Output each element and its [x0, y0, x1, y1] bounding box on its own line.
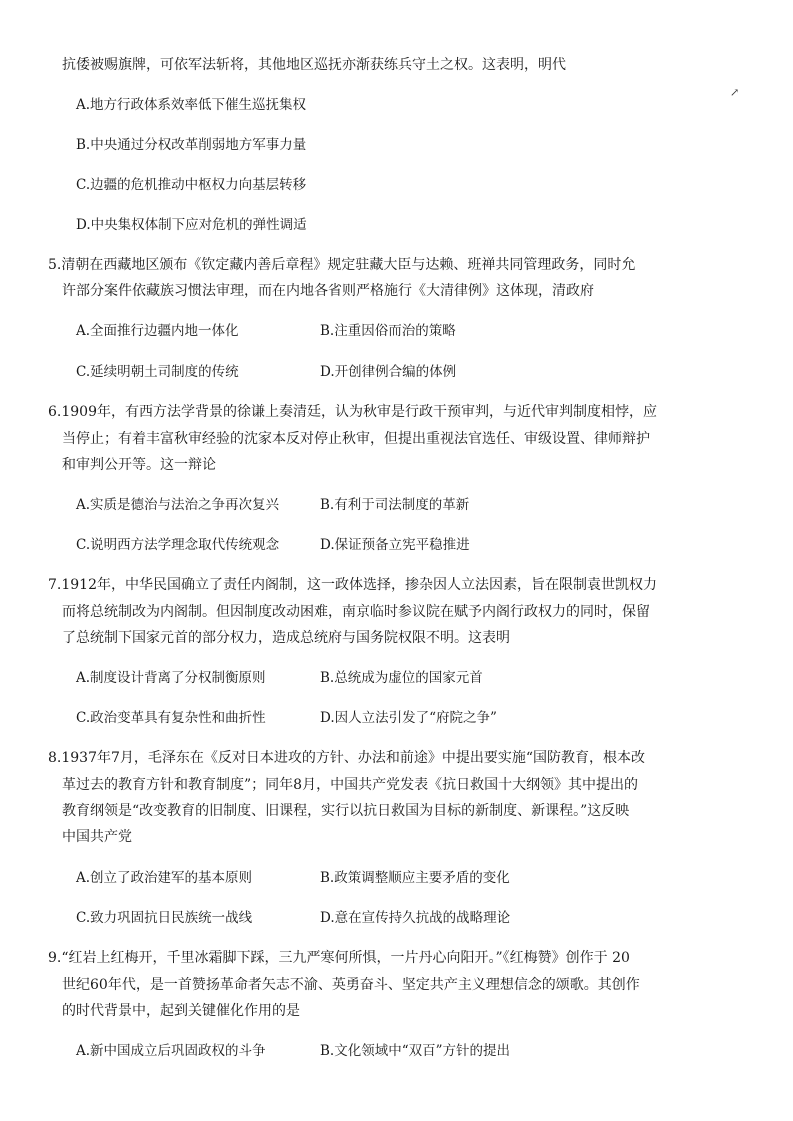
- q5-option-a[interactable]: A.全面推行边疆内地一体化: [76, 323, 239, 339]
- q6-option-d[interactable]: D.保证预备立宪平稳推进: [320, 537, 470, 553]
- q4-option-b[interactable]: B.中央通过分权改革削弱地方军事力量: [76, 137, 307, 153]
- q5-option-d[interactable]: D.开创律例合编的体例: [320, 364, 457, 380]
- q7-stem-line-3: 了总统制下国家元首的部分权力，造成总统府与国务院权限不明。这表明: [62, 630, 510, 646]
- q5-stem-line-2: 许部分案件依藏族习惯法审理，而在内地各省则严格施行《大清律例》这体现，清政府: [62, 283, 594, 299]
- q8-stem-line-2: 革过去的教育方针和教育制度”；同年8月，中国共产党发表《抗日救国十大纲领》其中提出的: [62, 777, 639, 793]
- q7-option-a[interactable]: A.制度设计背离了分权制衡原则: [76, 670, 266, 686]
- q7-stem-line-1: 7.1912年，中华民国确立了责任内阁制，这一政体选择，掺杂因人立法因素，旨在限制袁世凯权力: [48, 577, 657, 593]
- q8-option-b[interactable]: B.政策调整顺应主要矛盾的变化: [320, 870, 510, 886]
- q9-stem-line-3: 的时代背景中，起到关键催化作用的是: [62, 1003, 300, 1019]
- q5-option-b[interactable]: B.注重因俗而治的策略: [320, 323, 456, 339]
- q8-option-a[interactable]: A.创立了政治建军的基本原则: [76, 870, 253, 886]
- q6-stem-line-1: 6.1909年，有西方法学背景的徐谦上奏清廷，认为秋审是行政干预审判，与近代审判制度相悖，应: [48, 404, 657, 420]
- q8-option-c[interactable]: C.致力巩固抗日民族统一战线: [76, 910, 253, 926]
- q6-option-b[interactable]: B.有利于司法制度的革新: [320, 497, 470, 513]
- q7-option-b[interactable]: B.总统成为虚位的国家元首: [320, 670, 483, 686]
- q4-continuation: 抗倭被赐旗牌，可依军法斩将，其他地区巡抚亦渐获练兵守土之权。这表明，明代: [62, 57, 566, 73]
- q5-option-c[interactable]: C.延续明朝土司制度的传统: [76, 364, 239, 380]
- q7-option-c[interactable]: C.政治变革具有复杂性和曲折性: [76, 710, 266, 726]
- q8-option-d[interactable]: D.意在宣传持久抗战的战略理论: [320, 910, 511, 926]
- q6-stem-line-3: 和审判公开等。这一辩论: [62, 457, 216, 473]
- q6-option-c[interactable]: C.说明西方法学理念取代传统观念: [76, 537, 280, 553]
- q4-option-a[interactable]: A.地方行政体系效率低下催生巡抚集权: [76, 97, 307, 113]
- q7-stem-line-2: 而将总统制改为内阁制。但因制度改动困难，南京临时参议院在赋予内阁行政权力的同时，保留: [62, 604, 650, 620]
- q8-stem-line-3: 教育纲领是“改变教育的旧制度、旧课程，实行以抗日救国为目标的新制度、新课程。”这反映: [62, 803, 630, 819]
- q4-option-d[interactable]: D.中央集权体制下应对危机的弹性调适: [76, 217, 307, 233]
- q4-option-c[interactable]: C.边疆的危机推动中枢权力向基层转移: [76, 177, 307, 193]
- q9-option-a[interactable]: A.新中国成立后巩固政权的斗争: [76, 1043, 266, 1059]
- q8-stem-line-4: 中国共产党: [62, 829, 132, 845]
- q6-option-a[interactable]: A.实质是德治与法治之争再次复兴: [76, 497, 280, 513]
- q7-option-d[interactable]: D.因人立法引发了“府院之争”: [320, 710, 497, 726]
- q9-stem-line-2: 世纪60年代，是一首赞扬革命者矢志不渝、英勇奋斗、坚定共产主义理想信念的颂歌。其创作: [62, 977, 640, 993]
- q6-stem-line-2: 当停止；有着丰富秋审经验的沈家本反对停止秋审，但提出重视法官选任、审级设置、律师辩护: [62, 431, 650, 447]
- pen-mark-icon: ↗: [730, 86, 740, 99]
- q9-stem-line-1: 9.“红岩上红梅开，千里冰霜脚下踩，三九严寒何所惧，一片丹心向阳开。”《红梅赞》创作于 20: [48, 950, 630, 966]
- q9-option-b[interactable]: B.文化领域中“双百”方针的提出: [320, 1043, 511, 1059]
- q8-stem-line-1: 8.1937年7月，毛泽东在《反对日本进攻的方针、办法和前途》中提出要实施“国防教育，根本改: [48, 750, 646, 766]
- q5-stem-line-1: 5.清朝在西藏地区颁布《钦定藏内善后章程》规定驻藏大臣与达赖、班禅共同管理政务，同时允: [48, 257, 636, 273]
